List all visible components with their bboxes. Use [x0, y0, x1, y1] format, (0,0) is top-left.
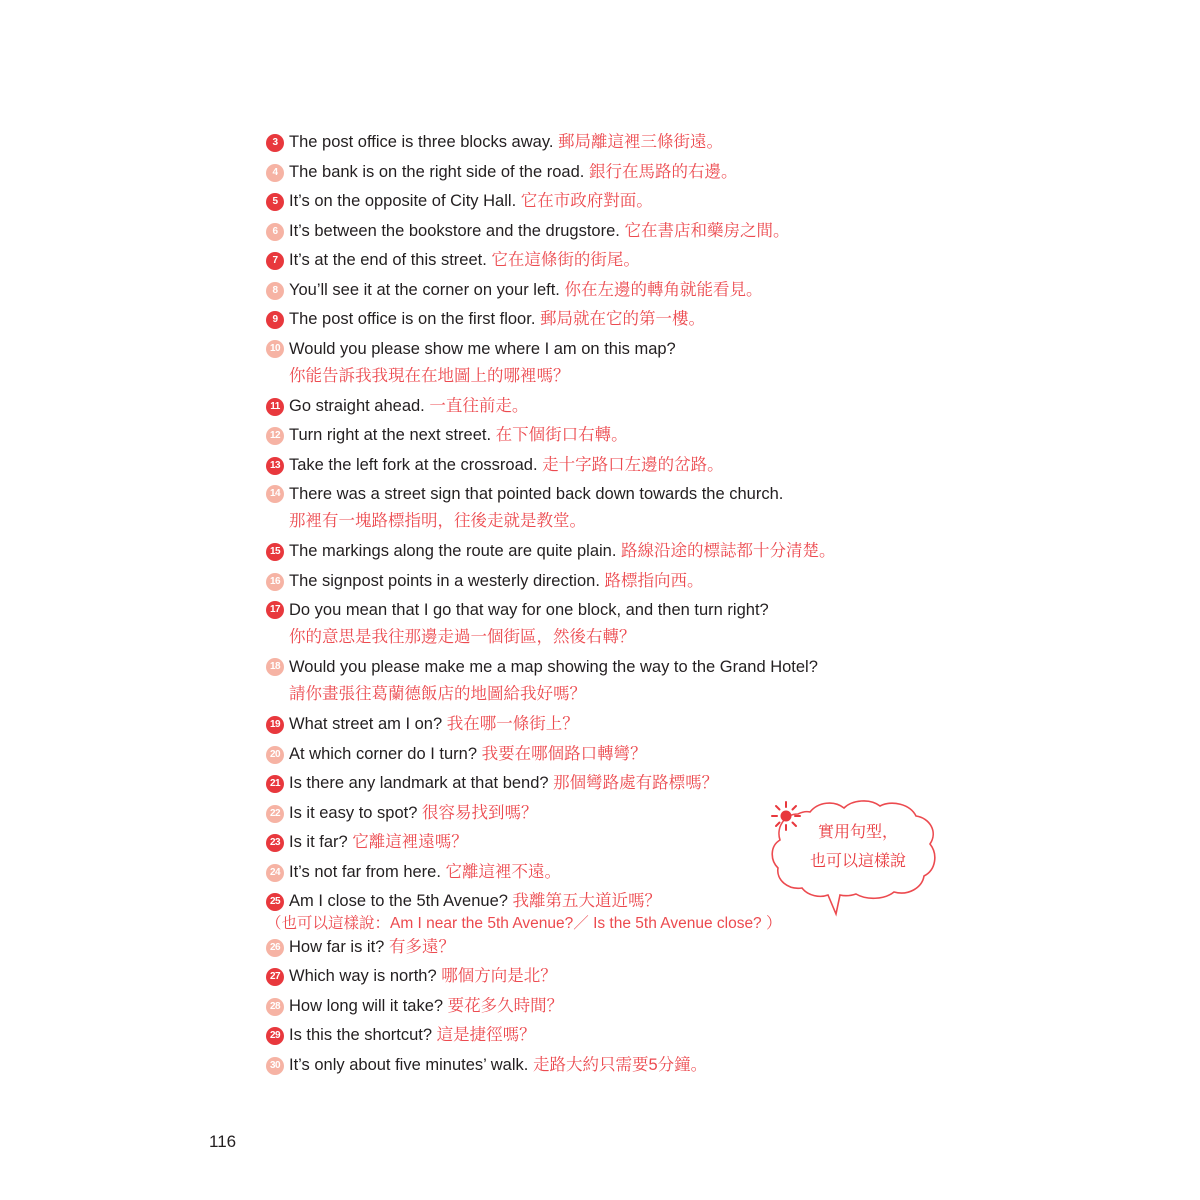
chinese-translation: 它在書店和藥房之間。 [624, 221, 790, 240]
english-sentence: Do you mean that I go that way for one block, and then turn right? [289, 601, 769, 619]
item-number-badge: 10 [266, 340, 284, 358]
english-sentence: You’ll see it at the corner on your left. [289, 280, 560, 299]
list-item [266, 710, 886, 740]
chinese-translation: 郵局離這裡三條街遠。 [558, 133, 724, 151]
chinese-translation: 那裡有一塊路標指明，往後走就是教堂。 [289, 512, 586, 530]
chinese-translation: 要花多久時間？ [447, 996, 564, 1015]
item-number-badge: 15 [266, 543, 284, 561]
item-number-badge: 28 [266, 998, 284, 1016]
english-sentence: Is it far? [289, 833, 348, 851]
english-sentence: It’s not far from here. [289, 862, 441, 881]
item-number-badge: 6 [266, 223, 284, 241]
english-sentence: The post office is on the first floor. [289, 310, 536, 328]
list-item [266, 451, 886, 481]
chinese-translation: 哪個方向是北？ [441, 967, 557, 985]
english-sentence: Is it easy to spot? [289, 803, 418, 822]
chinese-translation: 一直往前走。 [429, 396, 529, 415]
chinese-translation: 你的意思是我往那邊走過一個街區，然後右轉？ [289, 628, 636, 646]
english-sentence: Which way is north? [289, 967, 437, 985]
item-number-badge: 25 [266, 893, 284, 911]
list-item [266, 567, 886, 597]
bubble-line-2: 也可以這樣說 [810, 853, 907, 870]
item-number-badge: 29 [266, 1027, 284, 1045]
english-sentence: At which corner do I turn? [289, 744, 478, 763]
english-sentence: What street am I on? [289, 715, 443, 733]
item-number-badge: 8 [266, 282, 284, 300]
english-sentence: It’s only about five minutes’ walk. [289, 1055, 529, 1074]
english-sentence: Would you please make me a map showing the way to the Grand Hotel? [289, 658, 818, 676]
english-sentence: How far is it? [289, 937, 385, 956]
item-number-badge: 17 [266, 601, 284, 619]
chinese-translation: 它離這裡遠嗎？ [352, 833, 468, 851]
item-number-badge: 18 [266, 658, 284, 676]
chinese-translation: 在下個街口右轉。 [495, 426, 628, 444]
item-number-badge: 22 [266, 805, 284, 823]
list-item [266, 596, 886, 653]
list-item [266, 217, 886, 247]
list-item [266, 992, 886, 1022]
alternative-note: （也可以這樣說：Am I near the 5th Avenue?／ Is the 5th Avenue close? ） [266, 914, 782, 932]
english-sentence: It’s on the opposite of City Hall. [289, 192, 517, 210]
english-sentence: It’s at the end of this street. [289, 251, 487, 269]
item-number-badge: 30 [266, 1057, 284, 1075]
chinese-translation: 銀行在馬路的右邊。 [588, 162, 738, 181]
chinese-translation: 請你畫張往葛蘭德飯店的地圖給我好嗎？ [289, 685, 586, 703]
item-number-badge: 9 [266, 311, 284, 329]
list-item [266, 305, 886, 335]
list-item [266, 421, 886, 451]
chinese-translation: 它離這裡不遠。 [445, 862, 562, 881]
item-number-badge: 23 [266, 834, 284, 852]
list-item [266, 187, 886, 217]
item-number-badge: 4 [266, 164, 284, 182]
item-number-badge: 26 [266, 939, 284, 957]
english-sentence: How long will it take? [289, 996, 444, 1015]
chinese-translation: 我在哪一條街上？ [446, 715, 579, 733]
list-item [266, 1051, 886, 1081]
list-item [266, 962, 886, 992]
chinese-translation: 我離第五大道近嗎？ [512, 892, 662, 910]
english-sentence: The signpost points in a westerly direction. [289, 571, 600, 590]
english-sentence: Is there any landmark at that bend? [289, 774, 549, 792]
english-sentence: The post office is three blocks away. [289, 133, 554, 151]
item-number-badge: 21 [266, 775, 284, 793]
list-item [266, 653, 886, 710]
chinese-translation: 郵局就在它的第一樓。 [540, 310, 705, 328]
list-item [266, 537, 886, 567]
item-number-badge: 12 [266, 427, 284, 445]
chinese-translation: 那個彎路處有路標嗎？ [553, 774, 719, 792]
item-number-badge: 5 [266, 193, 284, 211]
english-sentence: Am I close to the 5th Avenue? [289, 892, 508, 910]
page-number: 116 [209, 1132, 237, 1151]
chinese-translation: 很容易找到嗎？ [422, 803, 538, 822]
english-sentence: Turn right at the next street. [289, 426, 492, 444]
list-item [266, 128, 886, 158]
item-number-badge: 3 [266, 134, 284, 152]
list-item [266, 246, 886, 276]
chinese-translation: 它在這條街的街尾。 [491, 251, 640, 269]
english-sentence: It’s between the bookstore and the drugstore. [289, 221, 620, 240]
list-item [266, 158, 886, 188]
list-item [266, 933, 886, 963]
bubble-line-1: 實用句型， [818, 824, 899, 841]
chinese-translation: 路標指向西。 [604, 571, 704, 590]
chinese-translation: 我要在哪個路口轉彎？ [481, 744, 647, 763]
chinese-translation: 它在市政府對面。 [520, 192, 653, 210]
list-item [266, 480, 886, 537]
chinese-translation: 你在左邊的轉角就能看見。 [564, 280, 763, 299]
chinese-translation: 你能告訴我我現在在地圖上的哪裡嗎？ [289, 366, 570, 385]
item-number-badge: 11 [266, 398, 284, 416]
list-item [266, 392, 886, 422]
list-item [266, 1021, 886, 1051]
bubble-text [810, 818, 928, 876]
phrase-list [266, 128, 886, 1080]
chinese-translation: 走路大約只需要5分鐘。 [532, 1055, 708, 1074]
sun-icon [770, 800, 802, 832]
item-number-badge: 14 [266, 485, 284, 503]
item-number-badge: 16 [266, 573, 284, 591]
tip-speech-bubble [770, 800, 938, 920]
english-sentence: Is this the shortcut? [289, 1026, 433, 1044]
item-number-badge: 20 [266, 746, 284, 764]
chinese-translation: 路線沿途的標誌都十分清楚。 [621, 542, 836, 560]
item-number-badge: 13 [266, 457, 284, 475]
chinese-translation: 走十字路口左邊的岔路。 [542, 455, 724, 474]
item-number-badge: 7 [266, 252, 284, 270]
item-number-badge: 24 [266, 864, 284, 882]
chinese-translation: 這是捷徑嗎？ [436, 1026, 536, 1044]
list-item [266, 335, 886, 392]
english-sentence: Would you please show me where I am on this map? [289, 339, 676, 358]
list-item [266, 276, 886, 306]
item-number-badge: 19 [266, 716, 284, 734]
english-sentence: There was a street sign that pointed back down towards the church. [289, 485, 784, 503]
item-number-badge: 27 [266, 968, 284, 986]
english-sentence: Take the left fork at the crossroad. [289, 455, 538, 474]
english-sentence: The bank is on the right side of the road. [289, 162, 585, 181]
list-item [266, 740, 886, 770]
english-sentence: The markings along the route are quite plain. [289, 542, 617, 560]
chinese-translation: 有多遠？ [388, 937, 455, 956]
english-sentence: Go straight ahead. [289, 396, 425, 415]
list-item [266, 769, 886, 799]
